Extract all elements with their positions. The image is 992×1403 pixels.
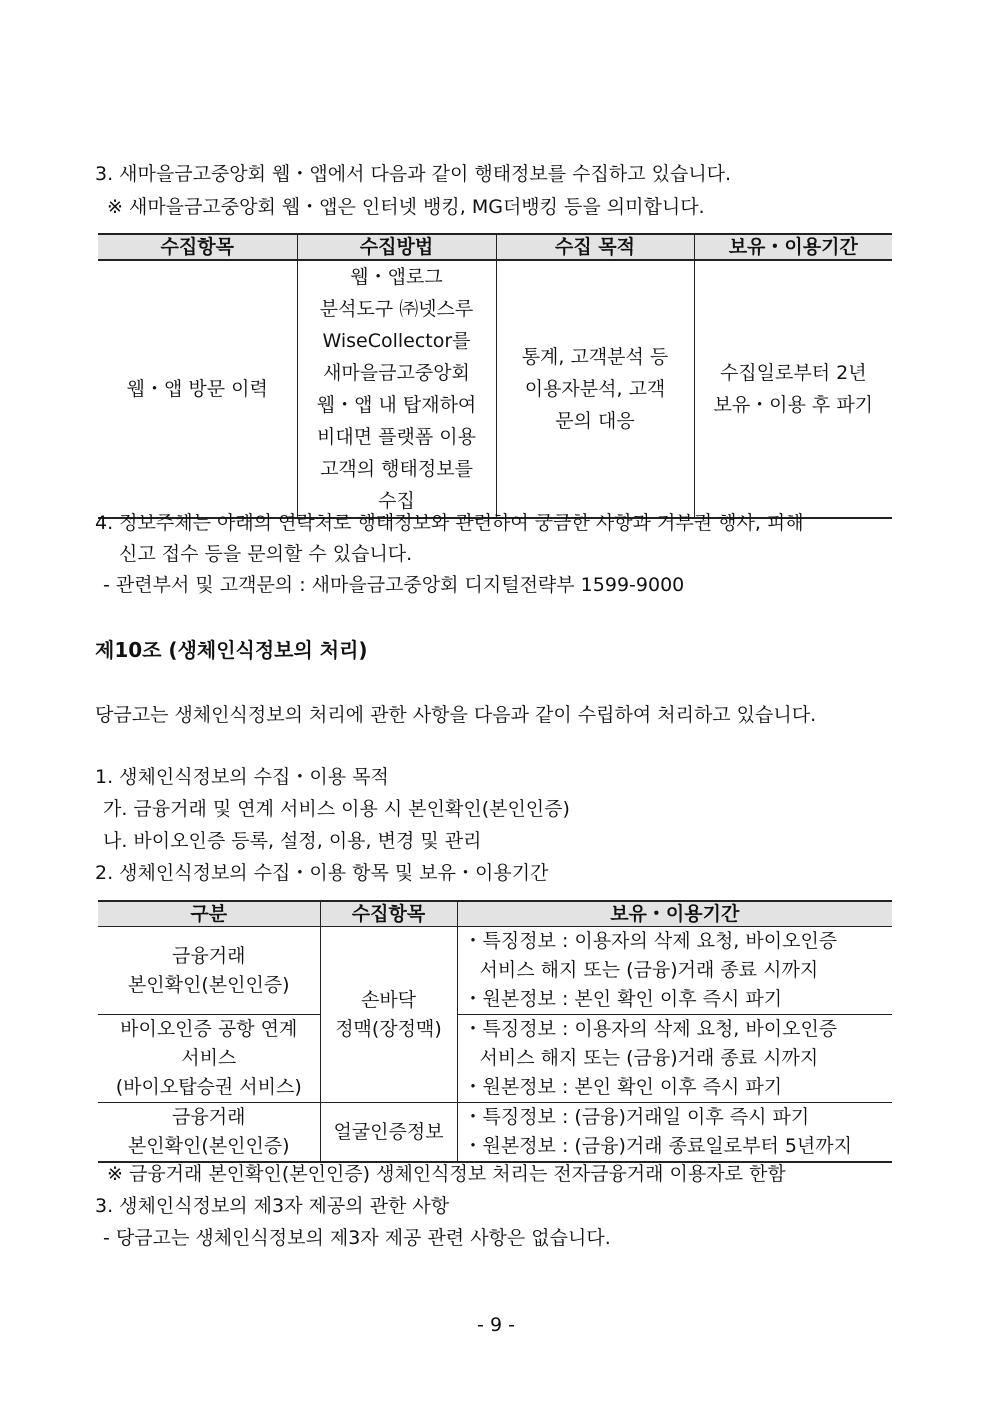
article10-intro: 당금고는 생체인식정보의 처리에 관한 사항을 다음과 같이 수립하여 처리하고 있습니다. — [95, 704, 817, 726]
period-line: ・원본정보 : 본인 확인 이후 즉시 파기 — [463, 1076, 783, 1098]
category-line: 금융거래 — [172, 944, 246, 967]
method-line: 웹・앱로그 — [350, 266, 443, 288]
method-line: 비대면 플랫폼 이용 — [317, 426, 476, 448]
behavior-info-table — [98, 233, 892, 519]
period-cell — [457, 927, 892, 1015]
method-line: 새마을금고중앙회 — [323, 362, 470, 384]
method-line: 고객의 행태정보를 — [320, 458, 473, 480]
purpose-line: 문의 대응 — [555, 410, 635, 432]
period-line: ・특징정보 : (금융)거래일 이후 즉시 파기 — [463, 1106, 810, 1128]
article10-item2: 2. 생체인식정보의 수집・이용 항목 및 보유・이용기간 — [95, 862, 549, 884]
category-cell — [98, 927, 320, 1015]
period-cell — [694, 260, 892, 518]
article10-item3: 3. 생체인식정보의 제3자 제공의 관한 사항 — [95, 1195, 450, 1217]
period-line: 수집일로부터 2년 — [719, 362, 867, 384]
period-cell — [457, 1103, 892, 1163]
shared-item-cell — [320, 927, 457, 1103]
section3-line: 3. 새마을금고중앙회 웹・앱에서 다음과 같이 행태정보를 수집하고 있습니다. — [95, 163, 732, 185]
table-header: 수집 목적 — [496, 234, 694, 260]
period-line: ・특징정보 : 이용자의 삭제 요청, 바이오인증 — [463, 1018, 838, 1040]
method-line: WiseCollector를 — [322, 330, 471, 352]
period-line: ・원본정보 : 본인 확인 이후 즉시 파기 — [463, 988, 783, 1010]
purpose-line: 통계, 고객분석 등 — [521, 346, 669, 368]
table-row — [98, 260, 892, 518]
table-row — [98, 1015, 892, 1103]
item-cell: 얼굴인증정보 — [320, 1103, 457, 1163]
period-cell — [457, 1015, 892, 1103]
method-line: 분석도구 ㈜넷스루 — [319, 298, 474, 320]
biometric-info-table — [98, 900, 892, 1163]
item-cell: 웹・앱 방문 이력 — [98, 260, 297, 518]
page-number: - 9 - — [477, 1314, 515, 1336]
period-line: ・원본정보 : (금융)거래 종료일로부터 5년까지 — [463, 1135, 852, 1157]
period-line: 서비스 해지 또는 (금융)거래 종료 시까지 — [479, 959, 819, 981]
table-header: 구분 — [98, 901, 320, 927]
table-header: 수집방법 — [297, 234, 496, 260]
item-line: 손바닥 — [360, 988, 417, 1011]
article10-item1: 1. 생체인식정보의 수집・이용 목적 — [95, 766, 389, 788]
period-line: 보유・이용 후 파기 — [713, 394, 874, 416]
category-line: 금융거래 — [172, 1106, 246, 1128]
purpose-cell — [496, 260, 694, 518]
section4-line1: 4. 정보주체는 아래의 연락처로 행태정보와 관련하여 궁금한 사항과 거부권 행사, 피해 — [95, 512, 804, 534]
table-header: 수집항목 — [320, 901, 457, 927]
table-row — [98, 1103, 892, 1163]
category-line: 바이오인증 공항 연계 — [120, 1018, 298, 1040]
method-line: 웹・앱 내 탑재하여 — [316, 394, 477, 416]
category-line: 서비스 — [181, 1047, 237, 1069]
table-row — [98, 927, 892, 1015]
article10-title: 제10조 (생체인식정보의 처리) — [95, 638, 368, 662]
article10-item1b: 나. 바이오인증 등록, 설정, 이용, 변경 및 관리 — [103, 830, 482, 852]
category-line: 본인확인(본인인증) — [127, 1135, 290, 1157]
purpose-line: 이용자분석, 고객 — [524, 378, 666, 400]
period-line: 서비스 해지 또는 (금융)거래 종료 시까지 — [479, 1047, 819, 1069]
item-line: 정맥(장정맥) — [335, 1017, 442, 1040]
category-line: 본인확인(본인인증) — [127, 973, 290, 996]
article10-item1a: 가. 금융거래 및 연계 서비스 이용 시 본인확인(본인인증) — [103, 798, 570, 820]
category-cell — [98, 1103, 320, 1163]
category-line: (바이오탑승권 서비스) — [115, 1076, 302, 1098]
section3-note: ※ 새마을금고중앙회 웹・앱은 인터넷 뱅킹, MG더뱅킹 등을 의미합니다. — [107, 196, 705, 218]
article10-item3a: - 당금고는 생체인식정보의 제3자 제공 관련 사항은 없습니다. — [103, 1227, 611, 1249]
section4-line2: 신고 접수 등을 문의할 수 있습니다. — [119, 543, 413, 565]
method-cell — [297, 260, 496, 518]
table-header-row — [98, 901, 892, 927]
category-cell — [98, 1015, 320, 1103]
table-header-row — [98, 234, 892, 260]
method-line: 수집 — [378, 490, 415, 512]
table-header: 보유・이용기간 — [694, 234, 892, 260]
table-header: 보유・이용기간 — [457, 901, 892, 927]
period-line: ・특징정보 : 이용자의 삭제 요청, 바이오인증 — [463, 930, 838, 952]
biometric-note: ※ 금융거래 본인확인(본인인증) 생체인식정보 처리는 전자금융거래 이용자로 한함 — [107, 1163, 786, 1185]
section4-contact: - 관련부서 및 고객문의 : 새마을금고중앙회 디지털전략부 1599-9000 — [103, 574, 685, 596]
table-header: 수집항목 — [98, 234, 297, 260]
